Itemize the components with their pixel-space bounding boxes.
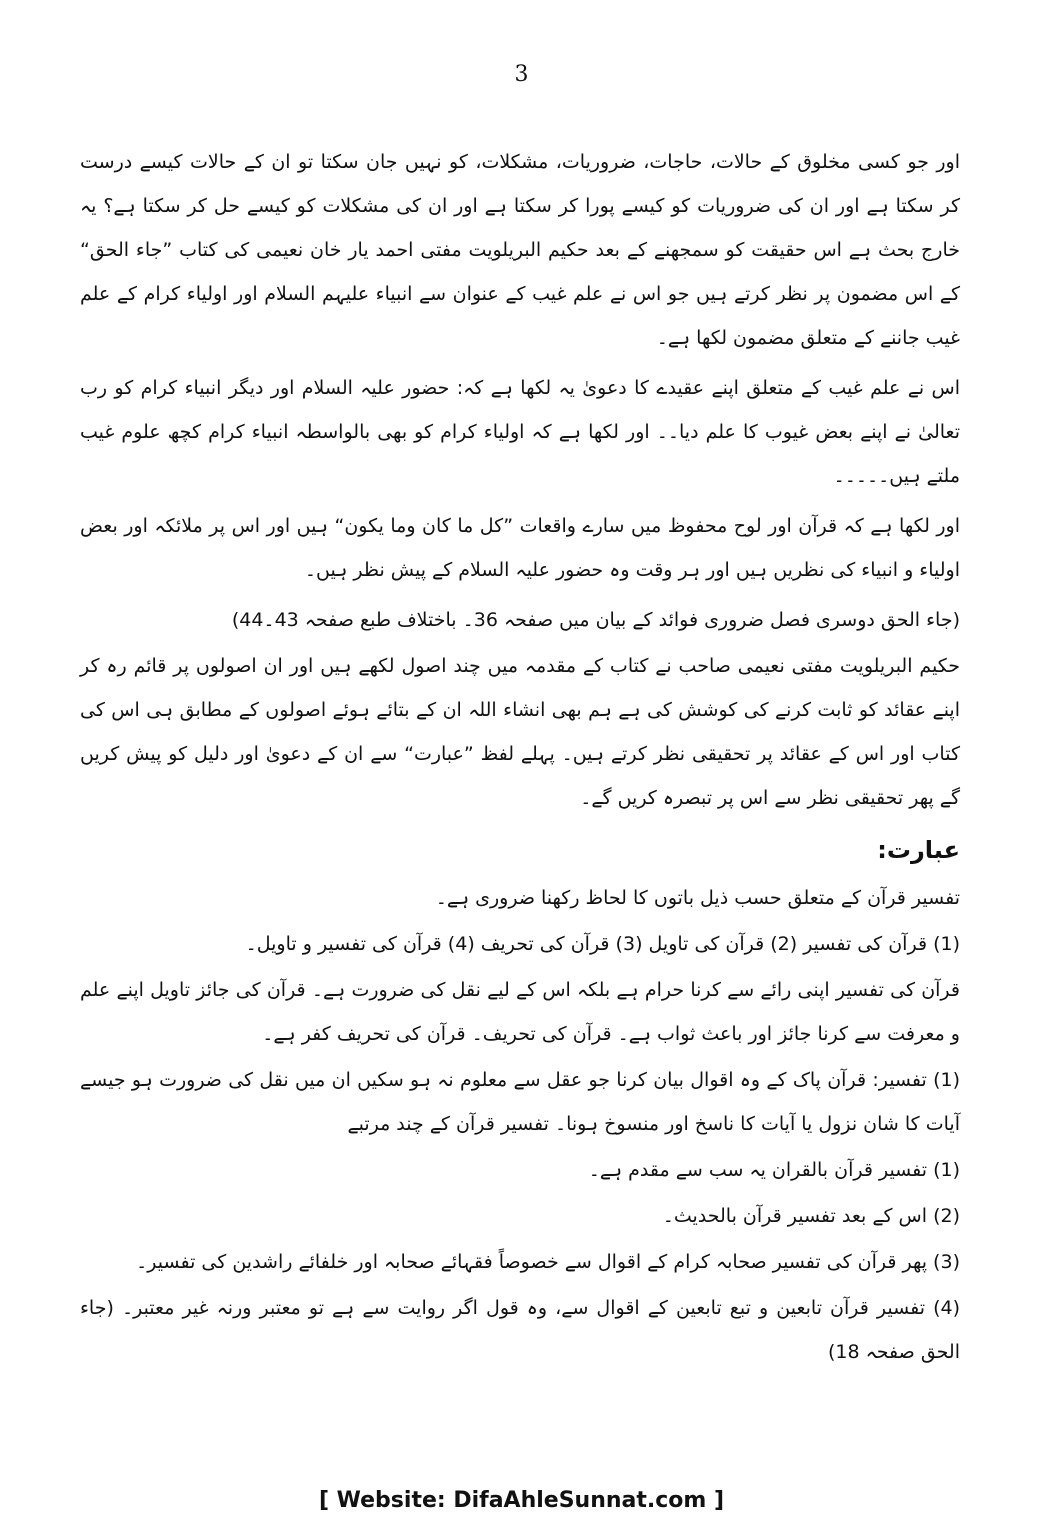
paragraph: اور جو کسی مخلوق کے حالات، حاجات، ضروریات، مشکلات، کو نہیں جان سکتا تو ان کے حالات کیسے درست کر سکتا ہے اور ان کی ضروریات کو کیسے پورا کر سکتا ہے اور ان کی مشکلات کو کیسے حل کر سکتا ہے؟ یہ خارج بحث ہے اس حقیقت کو سمجھنے کے بعد حکیم البریلویت مفتی احمد یار خان نعیمی کی کتاب ”جاء الحق“ کے اس مضمون پر نظر کرتے ہیں جو اس نے علم غیب کے عنوان سے انبیاء علیہم السلام اور اولیاء کرام کے علم غیب جاننے کے متعلق مضمون لکھا ہے۔ (80, 151, 960, 349)
paragraph: اس نے علم غیب کے متعلق اپنے عقیدے کا دعویٰ یہ لکھا ہے کہ: حضور علیہ السلام اور دیگر انبیاء کرام کو رب تعالیٰ نے اپنے بعض غیوب کا علم دیا۔۔ اور لکھا ہے کہ اولیاء کرام کو بھی بالواسطہ انبیاء کرام کچھ علوم غیب ملتے ہیں۔۔۔۔۔ (80, 377, 960, 487)
list-item: (1) تفسیر قرآن بالقران یہ سب سے مقدم ہے۔ (588, 1159, 960, 1181)
body-line: (1) قرآن کی تفسیر (2) قرآن کی تاویل (3) قرآن کی تحریف (4) قرآن کی تفسیر و تاویل۔ (245, 933, 960, 955)
list-item: (2) اس کے بعد تفسیر قرآن بالحدیث۔ (662, 1205, 960, 1227)
section-heading: عبارت: (877, 836, 960, 864)
list-item: (4) تفسیر قرآن تابعین و تبع تابعین کے اقوال سے، وہ قول اگر روایت سے ہے تو معتبر ورنہ غیر معتبر۔ (جاء الحق صفحہ 18) (80, 1297, 960, 1363)
reference-line: (جاء الحق دوسری فصل ضروری فوائد کے بیان میں صفحہ 36۔ باختلاف طبع صفحہ 43۔44) (231, 609, 960, 631)
paragraph: حکیم البریلویت مفتی نعیمی صاحب نے کتاب کے مقدمہ میں چند اصول لکھے ہیں اور ان اصولوں پر قائم رہ کر اپنے عقائد کو ثابت کرنے کی کوشش کی ہے ہم بھی انشاء اللہ ان کے بتائے ہوئے اصولوں کے مطابق ہی اس کی کتاب اور اس کے عقائد پر تحقیقی نظر کرتے ہیں۔ پہلے لفظ ”عبارت“ سے ان کے دعویٰ اور دلیل کو پیش کریں گے پھر تحقیقی نظر سے اس پر تبصرہ کریں گے۔ (80, 655, 960, 809)
paragraph: اور لکھا ہے کہ قرآن اور لوح محفوظ میں سارے واقعات ”کل ما کان وما یکون“ ہیں اور اس پر ملائکہ اور بعض اولیاء و انبیاء کی نظریں ہیں اور ہر وقت وہ حضور علیہ السلام کے پیش نظر ہیں۔ (80, 515, 960, 581)
body-line: تفسیر قرآن کے متعلق حسب ذیل باتوں کا لحاظ رکھنا ضروری ہے۔ (435, 887, 960, 909)
page-number: 3 (514, 62, 529, 87)
body-line: قرآن کی تفسیر اپنی رائے سے کرنا حرام ہے بلکہ اس کے لیے نقل کی ضرورت ہے۔ قرآن کی جائز تاویل اپنے علم و معرفت سے کرنا جائز اور باعث ثواب ہے۔ قرآن کی تحریف۔ قرآن کی تحریف کفر ہے۔ (80, 979, 961, 1045)
website-footer: [ Website: DifaAhleSunnat.com ] (318, 1488, 725, 1513)
list-item: (3) پھر قرآن کی تفسیر صحابہ کرام کے اقوال سے خصوصاً فقہائے صحابہ اور خلفائے راشدین کی تفسیر۔ (136, 1251, 960, 1273)
body-line: (1) تفسیر: قرآن پاک کے وہ اقوال بیان کرنا جو عقل سے معلوم نہ ہو سکیں ان میں نقل کی ضرورت ہو جیسے آیات کا شان نزول یا آیات کا ناسخ اور منسوخ ہونا۔ تفسیر قرآن کے چند مرتبے (80, 1069, 960, 1135)
page-content (80, 140, 960, 1376)
